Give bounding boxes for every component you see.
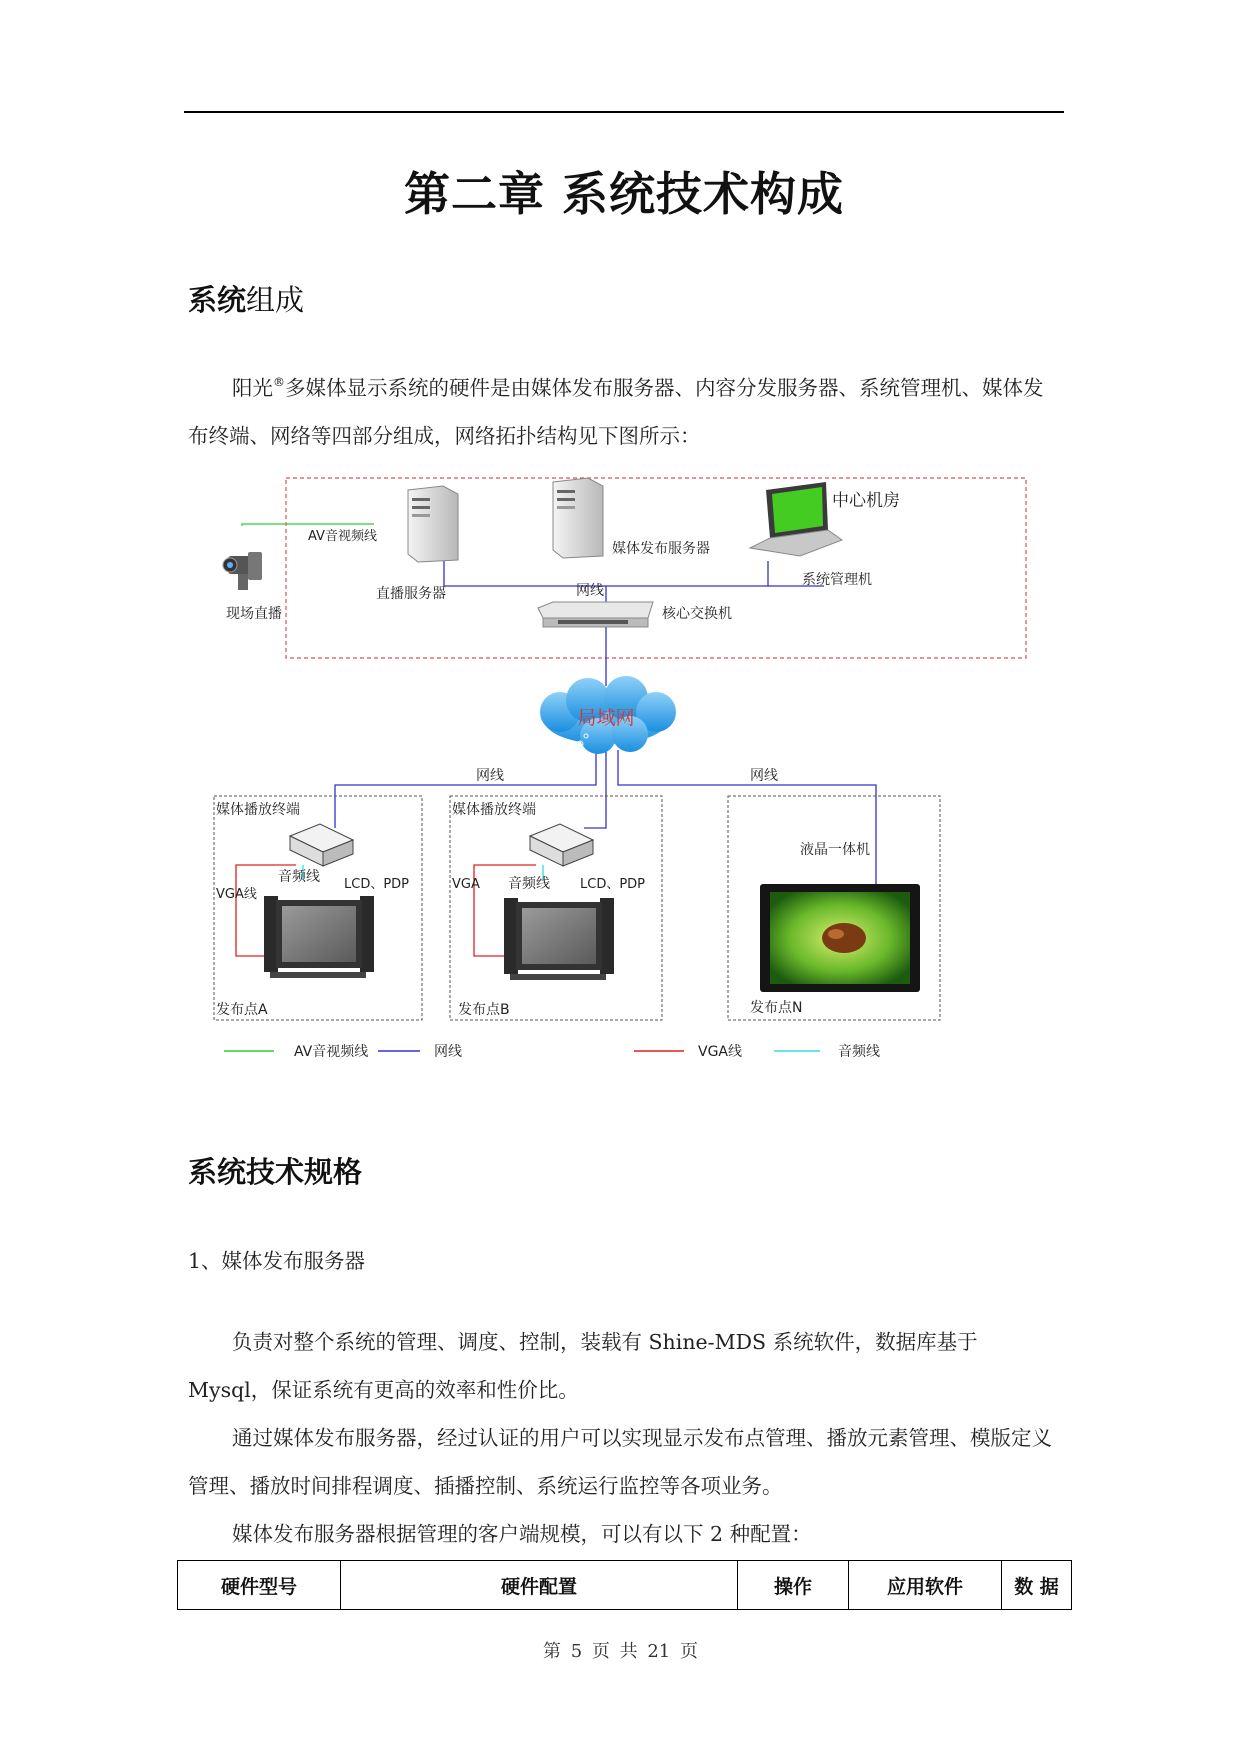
- audio-a-label: 音频线: [278, 869, 320, 885]
- audio-b-label: 音频线: [508, 876, 550, 892]
- network-topology-diagram: [208, 468, 1038, 1078]
- lcd-b-label: LCD、PDP: [580, 877, 646, 892]
- paragraph-capabilities: 通过媒体发布服务器，经过认证的用户可以实现显示发布点管理、播放元素管理、模版定义管理、播放时间排程调度、插播控制、系统运行监控等各项业务。: [188, 1426, 1052, 1498]
- net-line-left-label: 网线: [476, 768, 504, 784]
- point-b-label: 发布点B: [458, 1002, 510, 1018]
- table-header-cell: 硬件型号: [178, 1561, 341, 1610]
- center-room-boundary: [286, 478, 1026, 658]
- table-header-cell: 操作: [738, 1561, 849, 1610]
- point-n-label: 发布点N: [750, 1000, 803, 1016]
- player-box-a-icon: [290, 824, 353, 866]
- core-switch-icon: [538, 602, 653, 627]
- terminal-b-label: 媒体播放终端: [452, 802, 536, 818]
- intro-text-1: 阳光: [232, 376, 273, 400]
- legend-audio-label: 音频线: [838, 1044, 880, 1060]
- laptop-icon: [750, 482, 842, 556]
- mgmt-label: 系统管理机: [802, 572, 872, 588]
- net-cable-b: [584, 750, 606, 828]
- center-room-label: 中心机房: [832, 491, 900, 511]
- media-server-icon: [553, 478, 603, 558]
- section-heading-composition: [188, 278, 304, 319]
- live-label: 现场直播: [226, 606, 282, 622]
- table-header-cell: 应用软件: [849, 1561, 1002, 1610]
- point-a-label: 发布点A: [216, 1002, 268, 1018]
- live-server-icon: [408, 486, 458, 562]
- av-line-label: AV音视频线: [308, 529, 377, 544]
- intro-paragraph: [188, 358, 1056, 460]
- section-heading-specs: 系统技术规格: [188, 1155, 363, 1189]
- lcd-one-label: 液晶一体机: [800, 842, 870, 858]
- table-header-cell: 数 据: [1002, 1561, 1072, 1610]
- paragraph-responsibility: 负责对整个系统的管理、调度、控制，装载有 Shine-MDS 系统软件，数据库基于 Mysql，保证系统有更高的效率和性价比。: [188, 1330, 978, 1402]
- tv-b-icon: [504, 898, 614, 980]
- player-box-b-icon: [530, 824, 593, 866]
- net-line-right-label: 网线: [750, 768, 778, 784]
- intro-text-2: 多媒体显示系统的硬件是由媒体发布服务器、内容分发服务器、系统管理机、媒体发布终端、网络等四部分组成，网络拓扑结构见下图所示：: [188, 376, 1044, 448]
- legend-vga-label: VGA线: [698, 1044, 743, 1060]
- vga-b-label: VGA: [452, 877, 480, 892]
- terminal-a-label: 媒体播放终端: [216, 802, 300, 818]
- vga-a-label: VGA线: [216, 887, 257, 902]
- item-heading-media-server: 1、媒体发布服务器: [188, 1249, 366, 1273]
- lcd-all-in-one-icon: [760, 884, 920, 992]
- net-cable-n: [618, 750, 876, 888]
- core-switch-label: 核心交换机: [662, 606, 732, 622]
- table-header-row: [178, 1561, 1072, 1610]
- camcorder-icon: [223, 552, 262, 590]
- page-footer: 第 5 页 共 21 页: [543, 1641, 698, 1662]
- registered-mark: ®: [273, 375, 285, 389]
- header-rule: [184, 111, 1064, 113]
- net-line-top-label: 网线: [576, 583, 604, 599]
- section-heading-light: 组成: [246, 283, 305, 317]
- hardware-config-table: [177, 1560, 1072, 1610]
- av-cable: [242, 524, 374, 526]
- section-heading-bold: 系统: [188, 283, 247, 317]
- legend-av-label: AV音视频线: [294, 1044, 369, 1060]
- diagram-legend: [224, 1043, 880, 1060]
- lcd-a-label: LCD、PDP: [344, 877, 410, 892]
- table-header-cell: 硬件配置: [341, 1561, 738, 1610]
- paragraph-configurations: 媒体发布服务器根据管理的客户端规模，可以有以下 2 种配置：: [232, 1522, 812, 1546]
- legend-net-label: 网线: [434, 1044, 462, 1060]
- tv-a-icon: [264, 896, 374, 978]
- server-network-cable: [444, 560, 768, 586]
- live-server-label: 直播服务器: [376, 586, 446, 602]
- lan-label: 局域网: [577, 707, 635, 729]
- media-server-label: 媒体发布服务器: [612, 541, 710, 557]
- chapter-title: 第二章 系统技术构成: [403, 167, 844, 221]
